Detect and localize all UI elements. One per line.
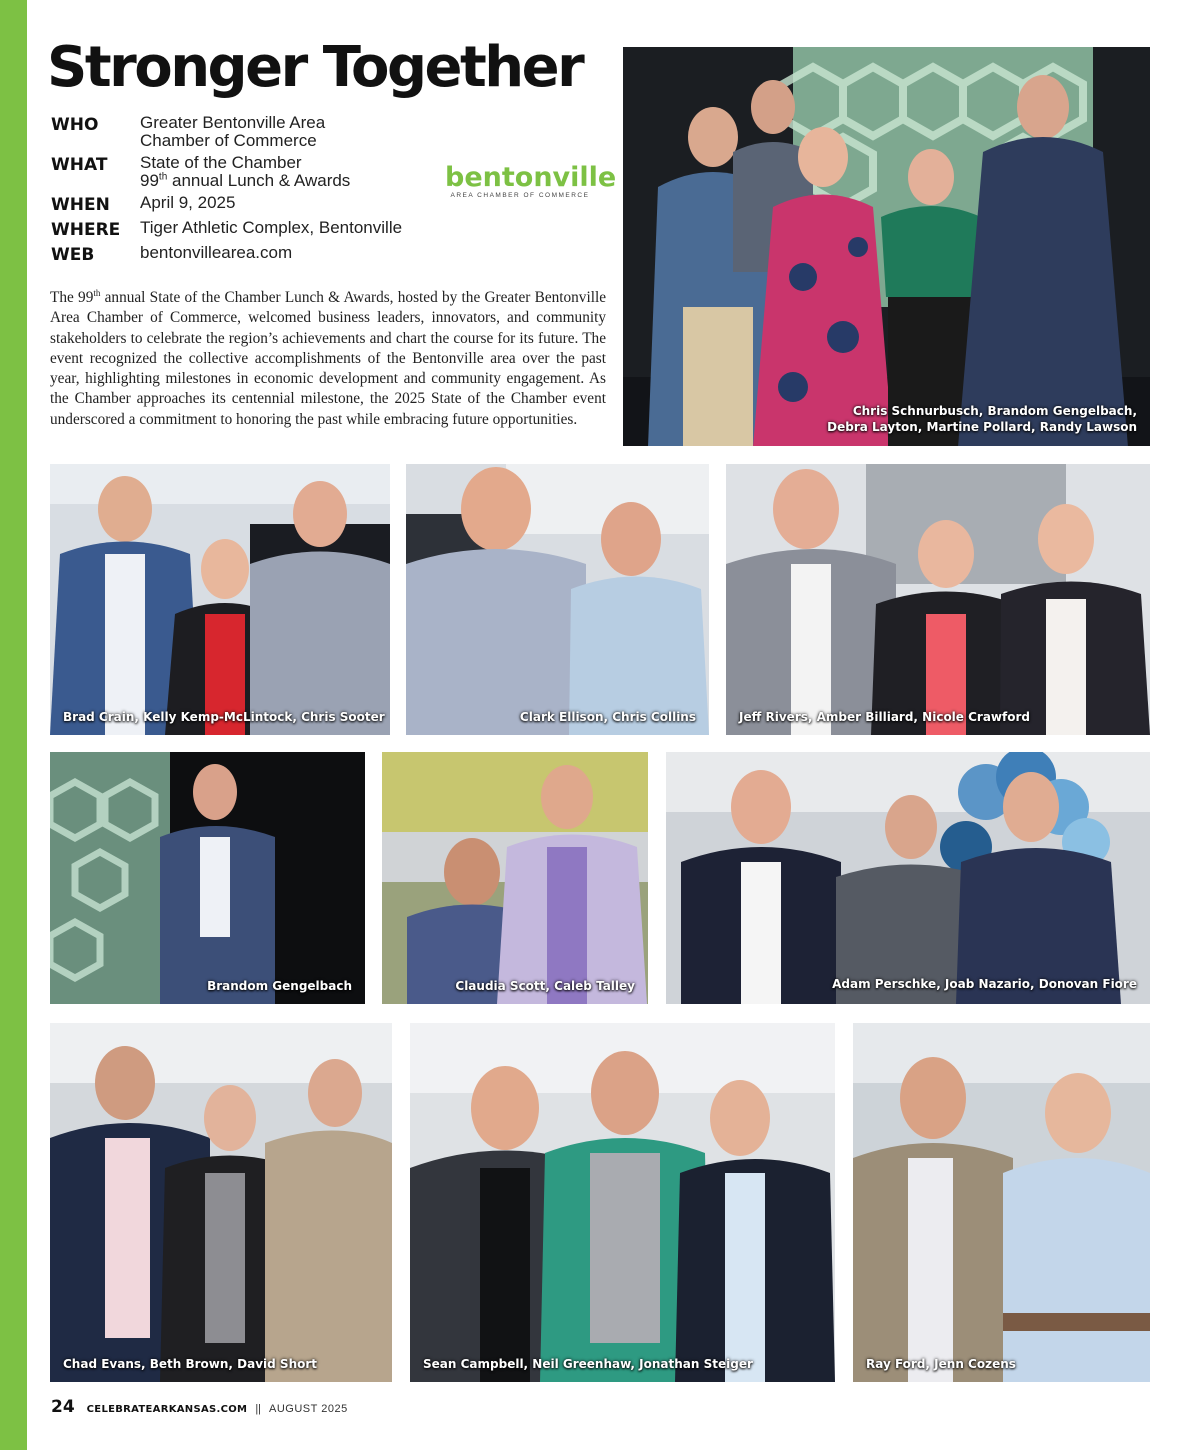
page-footer: [51, 1397, 348, 1417]
where-label: WHERE: [51, 220, 121, 240]
logo-subtitle: AREA CHAMBER OF COMMERCE: [450, 192, 590, 199]
logo-wordmark: bentonville: [445, 162, 617, 193]
what-line-2: [140, 172, 350, 190]
body-superscript: th: [93, 287, 101, 298]
photo-row2-1-image: [50, 752, 365, 1004]
body-start: The 99: [50, 289, 94, 306]
page-title: Stronger Together: [47, 35, 583, 100]
page-number: 24: [51, 1397, 75, 1417]
caption-row1-2: Clark Ellison, Chris Collins: [519, 710, 696, 724]
green-side-bar: [0, 0, 27, 1450]
caption-row3-2: Sean Campbell, Neil Greenhaw, Jonathan Steiger: [423, 1357, 753, 1371]
caption-main-line-1: Chris Schnurbusch, Brandom Gengelbach,: [852, 404, 1137, 418]
info-when: [51, 194, 451, 215]
footer-issue: AUGUST 2025: [269, 1403, 348, 1415]
info-where: [51, 219, 451, 240]
who-label: WHO: [51, 115, 99, 135]
info-who: [51, 114, 451, 150]
photo-main-group-image: [623, 47, 1150, 446]
where-value: Tiger Athletic Complex, Bentonville: [140, 218, 403, 237]
caption-row1-1: Brad Crain, Kelly Kemp-McLintock, Chris Sooter: [63, 710, 385, 724]
who-line-2: Chamber of Commerce: [140, 131, 317, 150]
who-value: [140, 114, 325, 150]
web-value[interactable]: bentonvillearea.com: [140, 243, 293, 262]
what-superscript: th: [158, 171, 168, 183]
caption-row1-3: Jeff Rivers, Amber Billiard, Nicole Crawford: [739, 710, 1030, 724]
caption-main-line-2: Debra Layton, Martine Pollard, Randy Lawson: [827, 420, 1137, 434]
caption-row2-3: Adam Perschke, Joab Nazario, Donovan Fiore: [832, 977, 1137, 991]
photo-row1-2-image: [406, 464, 709, 735]
caption-row2-2: Claudia Scott, Caleb Talley: [455, 979, 635, 993]
web-label: WEB: [51, 245, 95, 265]
photo-row2-2-image: [382, 752, 648, 1004]
article-body: [50, 288, 606, 430]
when-value: April 9, 2025: [140, 193, 236, 212]
photo-row2-1: [50, 752, 365, 1004]
event-info: [51, 114, 451, 269]
photo-row2-3: [666, 752, 1150, 1004]
caption-row3-1: Chad Evans, Beth Brown, David Short: [63, 1357, 318, 1371]
photo-row3-1-image: [50, 1023, 392, 1382]
body-rest: annual State of the Chamber Lunch & Awards, hosted by the Greater Bentonville Area Chamber of Commerce, welcomed business leaders, innovators, and community stakeholders to celebrate the region’s achievements and chart the course for its future. The event recognized the collective accomplishments of the Bentonville area over the past year, highlighting milestones in economic development and community engagement. As the Chamber approaches its centennial milestone, the 2025 State of the Chamber event underscored a commitment to honoring the past while embracing future opportunities.: [50, 289, 606, 428]
footer-site[interactable]: CELEBRATEARKANSAS.COM: [86, 1404, 248, 1415]
photo-row2-3-image: [666, 752, 1150, 1004]
info-what: [51, 154, 451, 190]
photo-row2-2: [382, 752, 648, 1004]
what-number: 99: [140, 171, 159, 190]
caption-row3-3: Ray Ford, Jenn Cozens: [866, 1357, 1016, 1371]
caption-main-group: [827, 403, 1137, 435]
who-line-1: Greater Bentonville Area: [140, 113, 326, 132]
bentonville-chamber-logo: [445, 162, 617, 199]
photo-main-group: [623, 47, 1150, 446]
photo-row3-2: [410, 1023, 835, 1382]
info-web: [51, 244, 451, 265]
what-label: WHAT: [51, 155, 108, 175]
photo-row1-2: [406, 464, 709, 735]
photo-row1-1: [50, 464, 390, 735]
what-line-1: State of the Chamber: [140, 153, 302, 172]
photo-row1-3-image: [726, 464, 1150, 735]
caption-row2-1: Brandom Gengelbach: [207, 979, 352, 993]
photo-row3-3-image: [853, 1023, 1150, 1382]
what-value: [140, 154, 350, 190]
when-label: WHEN: [51, 195, 110, 215]
photo-row3-3: [853, 1023, 1150, 1382]
photo-row3-1: [50, 1023, 392, 1382]
photo-row1-3: [726, 464, 1150, 735]
photo-row3-2-image: [410, 1023, 835, 1382]
footer-separator: ||: [255, 1403, 262, 1415]
photo-row1-1-image: [50, 464, 390, 735]
what-rest: annual Lunch & Awards: [167, 171, 351, 190]
